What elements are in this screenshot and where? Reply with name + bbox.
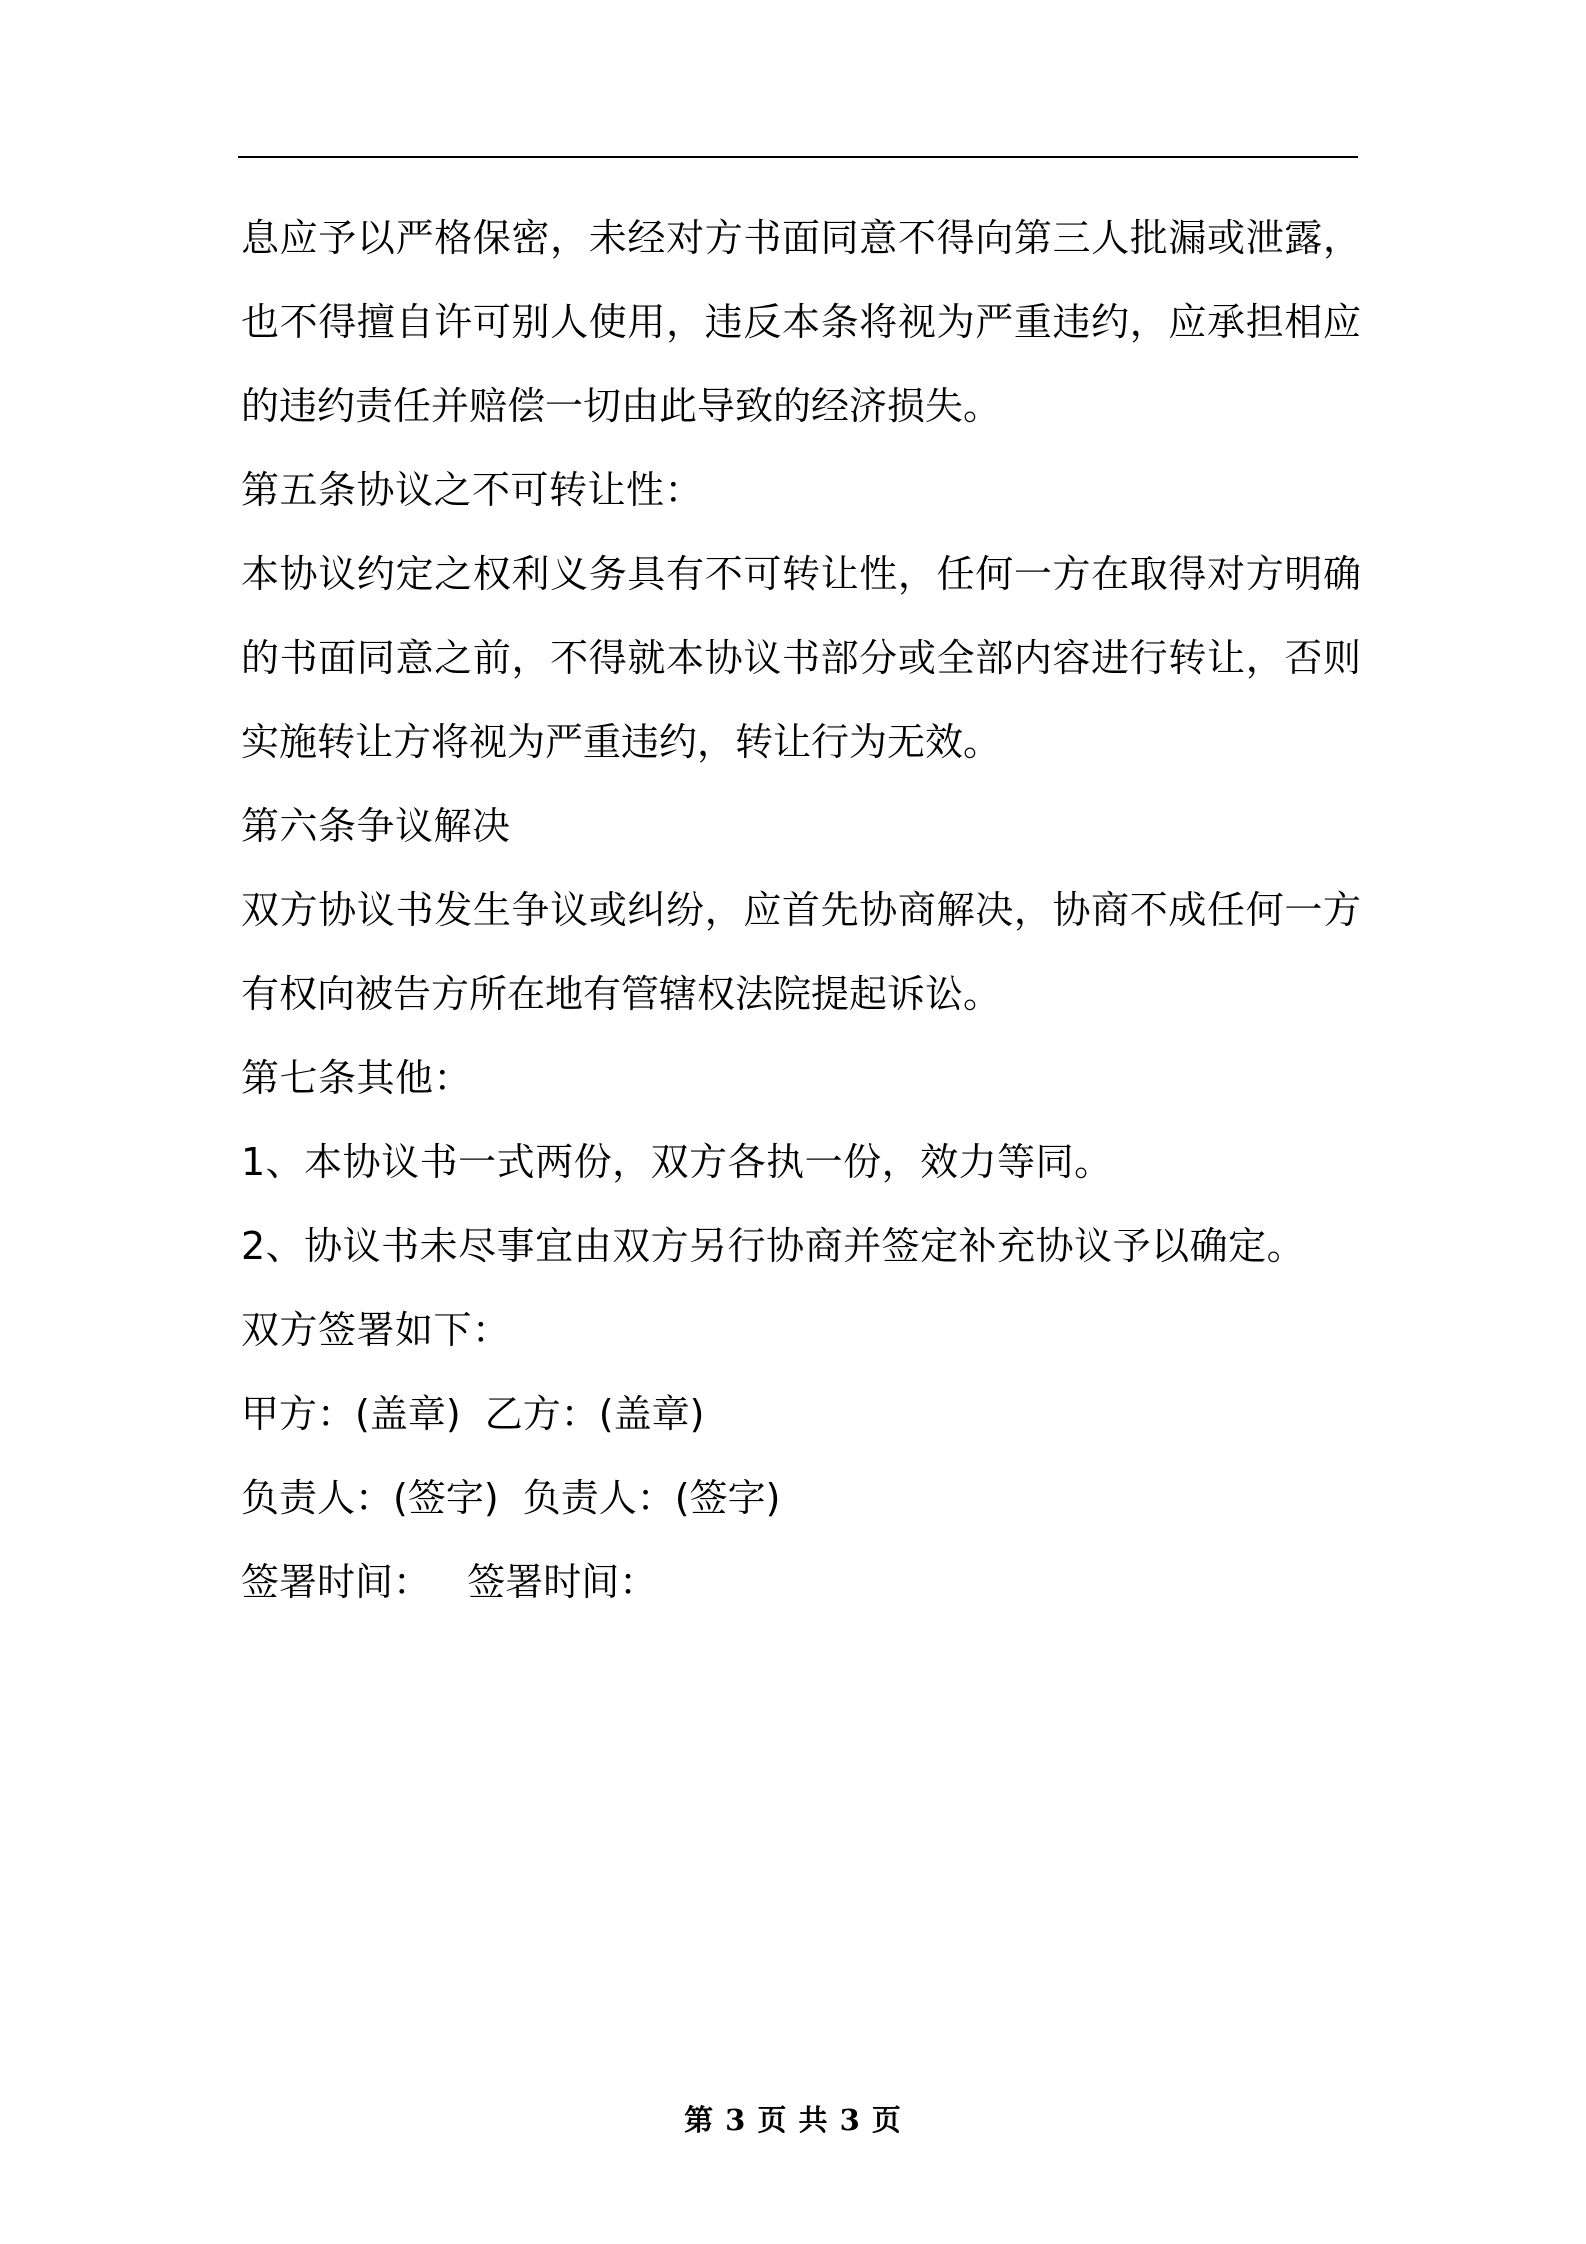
confidentiality-clause-continuation: 息应予以严格保密，未经对方书面同意不得向第三人批漏或泄露，也不得擅自许可别人使用，违反本条将视为严重违约，应承担相应的违约责任并赔偿一切由此导致的经济损失。 [241, 216, 1361, 428]
header-divider [238, 156, 1358, 158]
article-7-heading: 第七条其他： [241, 1056, 473, 1100]
party-seal-line: 甲方：(盖章) 乙方：(盖章) [241, 1392, 705, 1436]
page-number-footer: 第 3 页 共 3 页 [684, 2103, 902, 2137]
responsible-person-line: 负责人：(签字) 负责人：(签字) [241, 1476, 781, 1520]
signing-intro: 双方签署如下： [241, 1308, 511, 1352]
document-body [241, 196, 1361, 1624]
article-6-heading: 第六条争议解决 [241, 804, 511, 848]
article-7-item-1: 1、本协议书一式两份，双方各执一份，效力等同。 [241, 1140, 1113, 1184]
article-5-heading: 第五条协议之不可转让性： [241, 468, 704, 512]
article-6-body: 双方协议书发生争议或纠纷，应首先协商解决，协商不成任何一方有权向被告方所在地有管辖权法院提起诉讼。 [241, 888, 1361, 1016]
article-5-body: 本协议约定之权利义务具有不可转让性，任何一方在取得对方明确的书面同意之前，不得就本协议书部分或全部内容进行转让，否则实施转让方将视为严重违约，转让行为无效。 [241, 552, 1361, 764]
signing-date-line: 签署时间： 签署时间： [241, 1560, 658, 1604]
article-7-item-2: 2、协议书未尽事宜由双方另行协商并签定补充协议予以确定。 [241, 1224, 1306, 1268]
